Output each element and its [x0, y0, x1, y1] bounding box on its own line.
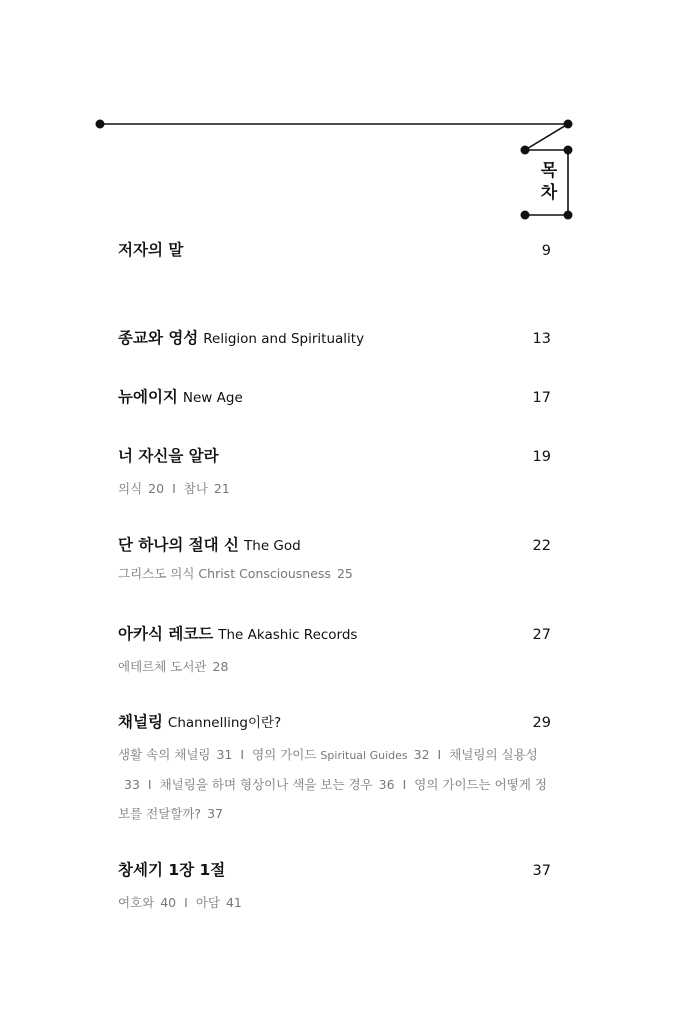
subsection[interactable]: 그리스도 의식 Christ Consciousness 25 [118, 566, 353, 581]
entry-title: 저자의 말 [118, 241, 184, 259]
dot-marker [564, 211, 573, 220]
subsection[interactable]: 여호와 40 [118, 895, 177, 910]
separator: I [402, 777, 407, 792]
entry-title-en: The God [244, 538, 301, 554]
dot-marker [521, 146, 530, 155]
entry-page: 13 [532, 331, 551, 347]
subsection[interactable]: 에테르체 도서관 28 [118, 659, 229, 674]
entry-title-en: New Age [182, 390, 243, 406]
subsection[interactable]: 의식 20 [118, 481, 165, 496]
entry-title: 단 하나의 절대 신 The God [118, 536, 301, 554]
entry-subsections [118, 474, 551, 503]
entry-page: 37 [532, 863, 551, 879]
entry-title-en: Channelling이란? [167, 715, 282, 731]
entry-page: 27 [532, 627, 551, 643]
separator: I [240, 747, 245, 762]
toc-entry[interactable] [118, 444, 551, 503]
subsection[interactable]: 영의 가이드 Spiritual Guides 32 [252, 747, 430, 762]
entry-title: 아카식 레코드 The Akashic Records [118, 625, 358, 643]
toc-entry[interactable] [118, 326, 551, 348]
entry-title: 창세기 1장 1절 [118, 861, 226, 879]
subsection[interactable]: 영의 가이드는 어떻게 정보를 전달할까? 37 [118, 777, 547, 821]
subsection[interactable]: 채널링을 하며 형상이나 색을 보는 경우 36 [159, 777, 395, 792]
separator: I [437, 747, 442, 762]
entry-page: 17 [532, 390, 551, 406]
toc-entry[interactable] [118, 622, 551, 681]
toc-heading-char: 목 [540, 161, 558, 181]
toc-entry[interactable] [118, 710, 551, 828]
entry-page: 9 [541, 243, 551, 259]
entry-title-en: The Akashic Records [218, 627, 358, 643]
subsection[interactable]: 참나 21 [183, 481, 230, 496]
entry-subsections [118, 559, 551, 588]
entry-page: 29 [532, 715, 551, 731]
entry-title: 뉴에이지 New Age [118, 388, 243, 406]
separator: I [147, 777, 152, 792]
entry-subsections [118, 740, 551, 828]
separator: I [184, 895, 188, 910]
entry-page: 22 [532, 538, 551, 554]
entry-title: 채널링 Channelling이란? [118, 713, 282, 731]
toc-entry[interactable] [118, 385, 551, 407]
subsection[interactable]: 생활 속의 채널링 31 [118, 747, 233, 762]
entry-subsections [118, 888, 551, 917]
entry-subsections [118, 652, 551, 681]
toc-heading-char: 차 [540, 183, 558, 203]
entry-title: 너 자신을 알라 [118, 447, 219, 465]
toc-entry[interactable] [118, 533, 551, 588]
dot-marker [564, 146, 573, 155]
dot-marker [564, 120, 573, 129]
subsection[interactable]: 아담 41 [195, 895, 242, 910]
entry-page: 19 [532, 449, 551, 465]
subsection[interactable]: 채널링의 실용성33 [124, 747, 538, 792]
toc-entry[interactable] [118, 238, 551, 260]
dot-marker [521, 211, 530, 220]
header-decoration [0, 0, 691, 260]
toc-entry[interactable] [118, 858, 551, 917]
entry-title-en: Religion and Spirituality [203, 331, 365, 347]
toc-heading [534, 160, 564, 204]
separator: I [172, 481, 176, 496]
dot-marker [96, 120, 105, 129]
entry-title: 종교와 영성 Religion and Spirituality [118, 329, 365, 347]
